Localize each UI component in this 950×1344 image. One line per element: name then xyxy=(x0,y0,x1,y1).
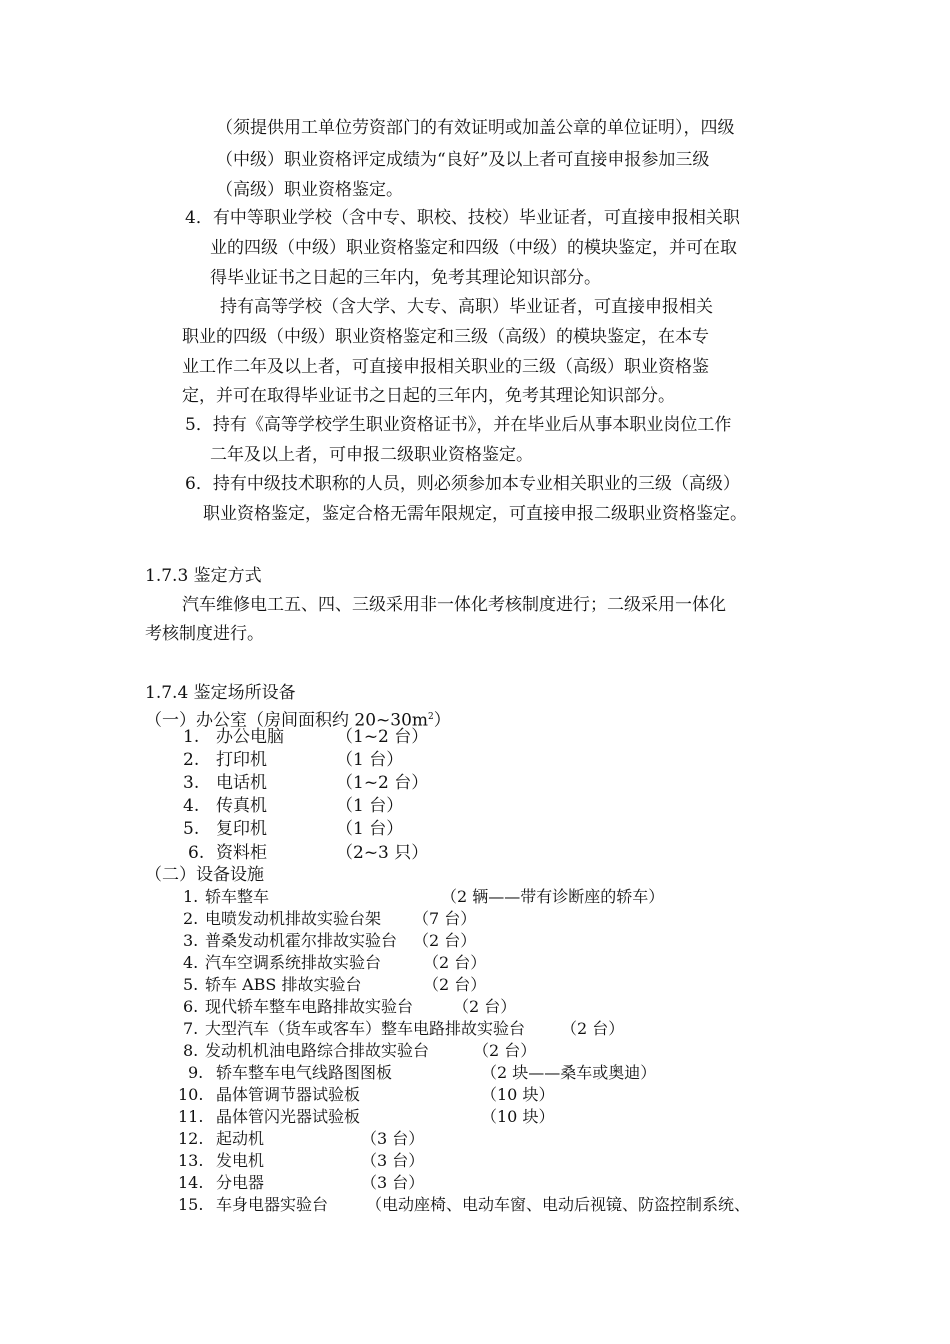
item-number: 6. xyxy=(188,843,205,863)
item-number: 5. xyxy=(183,975,199,994)
item6-line-1: 6．持有中级技术职称的人员，则必须参加本专业相关职业的三级（高级） xyxy=(185,474,740,494)
item4-para2-line-1: 持有高等学校（含大学、大专、高职）毕业证者，可直接申报相关 xyxy=(220,297,713,317)
item-name: 复印机 xyxy=(216,819,267,839)
section-1-7-3-body-line-1: 汽车维修电工五、四、三级采用非一体化考核制度进行；二级采用一体化 xyxy=(182,595,726,615)
item-name: 分电器 xyxy=(216,1173,265,1192)
item-name: 轿车整车 xyxy=(205,887,270,906)
item-quantity: （2 台） xyxy=(413,931,477,950)
item5-line-2: 二年及以上者，可申报二级职业资格鉴定。 xyxy=(210,445,533,465)
item-name: 现代轿车整车电路排故实验台 xyxy=(205,997,414,1016)
item-number: 1. xyxy=(183,727,200,747)
item-quantity: （2 块——桑车或奥迪） xyxy=(481,1063,657,1082)
item4-line-1: 4．有中等职业学校（含中专、职校、技校）毕业证者，可直接申报相关职 xyxy=(185,208,740,228)
item-name: 轿车整车电气线路图图板 xyxy=(216,1063,393,1082)
item-number: 14. xyxy=(178,1173,204,1192)
item-quantity: （2 台） xyxy=(423,953,487,972)
item-number: 3. xyxy=(183,931,199,950)
item-quantity: （1~2 台） xyxy=(336,773,429,793)
item-name: 晶体管闪光器试验板 xyxy=(216,1107,361,1126)
item-name: 办公电脑 xyxy=(216,727,284,747)
section-heading-1-7-3: 1.7.3 鉴定方式 xyxy=(145,566,262,586)
office-heading-text: （一）办公室（房间面积约 20~30m xyxy=(145,710,429,731)
item-name: 发动机机油电路综合排故实验台 xyxy=(205,1041,430,1060)
item-name: 传真机 xyxy=(216,796,267,816)
office-heading-superscript: 2 xyxy=(428,712,434,722)
item-number: 1. xyxy=(183,887,199,906)
item-name: 轿车 ABS 排故实验台 xyxy=(205,975,362,994)
item-number: 4. xyxy=(183,796,200,816)
equipment-heading: （二）设备设施 xyxy=(145,865,264,885)
item4-para2-line-3: 业工作二年及以上者，可直接申报相关职业的三级（高级）职业资格鉴 xyxy=(182,357,709,377)
item-name: 汽车空调系统排故实验台 xyxy=(205,953,382,972)
item-name: 电喷发动机排故实验台架 xyxy=(205,909,382,928)
item6-line-2: 职业资格鉴定，鉴定合格无需年限规定，可直接申报二级职业资格鉴定。 xyxy=(203,504,747,524)
item-quantity: （2~3 只） xyxy=(336,843,429,863)
item3-line-3: （高级）职业资格鉴定。 xyxy=(216,180,403,200)
item-number: 8. xyxy=(183,1041,199,1060)
item-name: 打印机 xyxy=(216,750,267,770)
item3-line-2: （中级）职业资格评定成绩为“良好”及以上者可直接申报参加三级 xyxy=(216,150,710,170)
item-quantity: （2 台） xyxy=(473,1041,537,1060)
item-number: 13. xyxy=(178,1151,204,1170)
item-number: 7. xyxy=(183,1019,199,1038)
item-name: 普桑发动机霍尔排故实验台 xyxy=(205,931,398,950)
item-number: 2. xyxy=(183,750,200,770)
item4-line-2: 业的四级（中级）职业资格鉴定和四级（中级）的模块鉴定，并可在取 xyxy=(210,238,737,258)
item-name: 电话机 xyxy=(216,773,267,793)
item3-line-1: （须提供用工单位劳资部门的有效证明或加盖公章的单位证明），四级 xyxy=(216,118,735,138)
item-name: 大型汽车（货车或客车）整车电路排故实验台 xyxy=(205,1019,526,1038)
item-number: 4. xyxy=(183,953,199,972)
item-number: 15. xyxy=(178,1195,204,1214)
item-quantity: （3 台） xyxy=(361,1129,425,1148)
item-quantity: （10 块） xyxy=(481,1107,555,1126)
item-quantity: （1 台） xyxy=(336,750,404,770)
item-number: 5. xyxy=(183,819,200,839)
item-quantity: （1 台） xyxy=(336,796,404,816)
item-quantity: （2 台） xyxy=(423,975,487,994)
item-quantity: （电动座椅、电动车窗、电动后视镜、防盗控制系统、 xyxy=(366,1195,751,1214)
item-quantity: （2 台） xyxy=(453,997,517,1016)
item-quantity: （7 台） xyxy=(413,909,477,928)
item-number: 10. xyxy=(178,1085,204,1104)
item4-para2-line-2: 职业的四级（中级）职业资格鉴定和三级（高级）的模块鉴定，在本专 xyxy=(182,327,709,347)
item-number: 2. xyxy=(183,909,199,928)
item5-line-1: 5．持有《高等学校学生职业资格证书》，并在毕业后从事本职业岗位工作 xyxy=(185,415,732,435)
item4-para2-line-4: 定，并可在取得毕业证书之日起的三年内，免考其理论知识部分。 xyxy=(182,386,675,406)
item-quantity: （1 台） xyxy=(336,819,404,839)
item-name: 起动机 xyxy=(216,1129,265,1148)
item-name: 车身电器实验台 xyxy=(216,1195,329,1214)
section-heading-1-7-4: 1.7.4 鉴定场所设备 xyxy=(145,683,296,703)
item-number: 11. xyxy=(178,1107,204,1126)
section-1-7-3-body-line-2: 考核制度进行。 xyxy=(145,624,264,644)
item-quantity: （2 台） xyxy=(561,1019,625,1038)
item-quantity: （10 块） xyxy=(481,1085,555,1104)
item-number: 6. xyxy=(183,997,199,1016)
item-name: 晶体管调节器试验板 xyxy=(216,1085,361,1104)
item-quantity: （3 台） xyxy=(361,1151,425,1170)
item-number: 12. xyxy=(178,1129,204,1148)
item-name: 资料柜 xyxy=(216,843,267,863)
item-quantity: （2 辆——带有诊断座的轿车） xyxy=(441,887,665,906)
item-number: 9. xyxy=(188,1063,204,1082)
item4-line-3: 得毕业证书之日起的三年内，免考其理论知识部分。 xyxy=(210,268,601,288)
item-name: 发电机 xyxy=(216,1151,265,1170)
item-quantity: （3 台） xyxy=(361,1173,425,1192)
item-quantity: （1~2 台） xyxy=(336,727,429,747)
item-number: 3. xyxy=(183,773,200,793)
office-heading-close: ） xyxy=(433,710,451,731)
